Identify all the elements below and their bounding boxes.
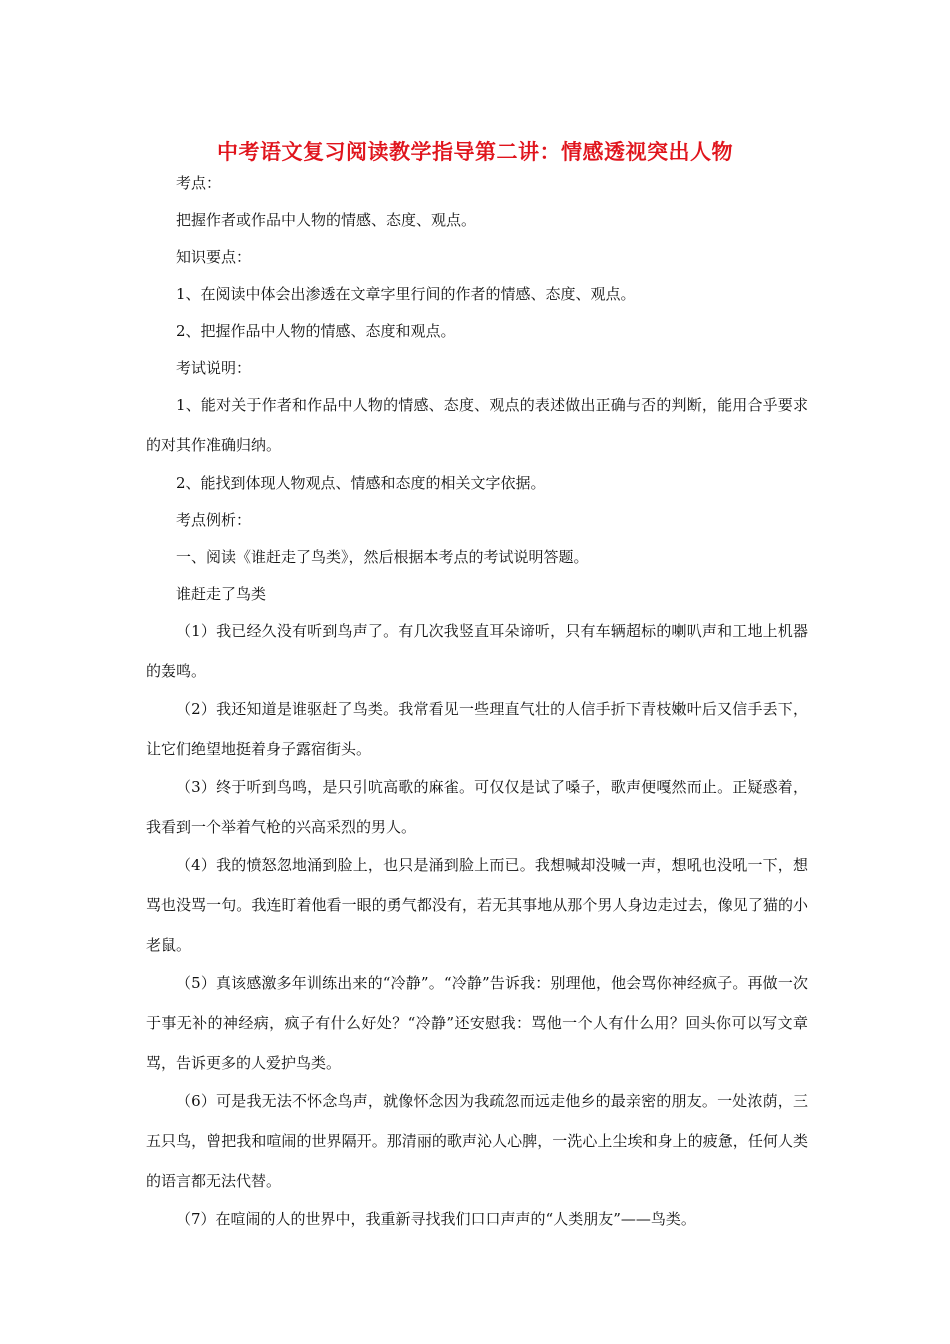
paragraph-exam-notes-heading: 考试说明： — [176, 359, 252, 377]
paragraph-key-point-2: 2、把握作品中人物的情感、态度和观点。 — [176, 322, 456, 340]
paragraph-key-point-1: 1、在阅读中体会出渗透在文章字里行间的作者的情感、态度、观点。 — [176, 285, 636, 303]
paragraph-examples-heading: 考点例析： — [176, 511, 252, 529]
paragraph-key-points-heading: 知识要点： — [176, 248, 252, 266]
paragraph-article-2: （2）我还知道是谁驱赶了鸟类。我常看见一些理直气壮的人信手折下青枝嫩叶后又信手丢下，让它们绝望地挺着身子露宿街头。 — [146, 700, 808, 758]
paragraph-article-5: （5）真该感激多年训练出来的“冷静”。“冷静”告诉我：别理他，他会骂你神经疯子。再做一次于事无补的神经病，疯子有什么好处？“冷静”还安慰我：骂他一个人有什么用？回头你可以写文章骂，告诉更多的人爱护鸟类。 — [146, 974, 808, 1072]
paragraph-article-1: （1）我已经久没有听到鸟声了。有几次我竖直耳朵谛听，只有车辆超标的喇叭声和工地上机器的轰鸣。 — [146, 622, 808, 680]
document-title: 中考语文复习阅读教学指导第二讲：情感透视突出人物 — [217, 139, 733, 165]
paragraph-article-4: （4）我的愤怒忽地涌到脸上，也只是涌到脸上而已。我想喊却没喊一声，想吼也没吼一下，想骂也没骂一句。我连盯着他看一眼的勇气都没有，若无其事地从那个男人身边走过去，像见了猫的小老鼠。 — [146, 856, 808, 954]
paragraph-article-7: （7）在喧闹的人的世界中，我重新寻找我们口口声声的“人类朋友”——鸟类。 — [176, 1210, 696, 1228]
paragraph-exam-point-heading: 考点： — [176, 174, 222, 192]
paragraph-article-title: 谁赶走了鸟类 — [176, 585, 267, 603]
paragraph-exam-point: 把握作者或作品中人物的情感、态度、观点。 — [176, 211, 477, 229]
paragraph-exam-note-2: 2、能找到体现人物观点、情感和态度的相关文字依据。 — [176, 474, 546, 492]
paragraph-article-6: （6）可是我无法不怀念鸟声，就像怀念因为我疏忽而远走他乡的最亲密的朋友。一处浓荫，三五只鸟，曾把我和喧闹的世界隔开。那清丽的歌声沁人心脾，一洗心上尘埃和身上的疲惫，任何人类的语言都无法代替。 — [146, 1092, 808, 1190]
paragraph-reading-instruction: 一、阅读《谁赶走了鸟类》，然后根据本考点的考试说明答题。 — [176, 548, 589, 566]
paragraph-article-3: （3）终于听到鸟鸣，是只引吭高歌的麻雀。可仅仅是试了嗓子，歌声便嘎然而止。正疑惑着，我看到一个举着气枪的兴高采烈的男人。 — [146, 778, 808, 836]
paragraph-exam-note-1: 1、能对关于作者和作品中人物的情感、态度、观点的表述做出正确与否的判断，能用合乎要求的对其作准确归纳。 — [146, 396, 808, 454]
document-body — [146, 165, 808, 1238]
